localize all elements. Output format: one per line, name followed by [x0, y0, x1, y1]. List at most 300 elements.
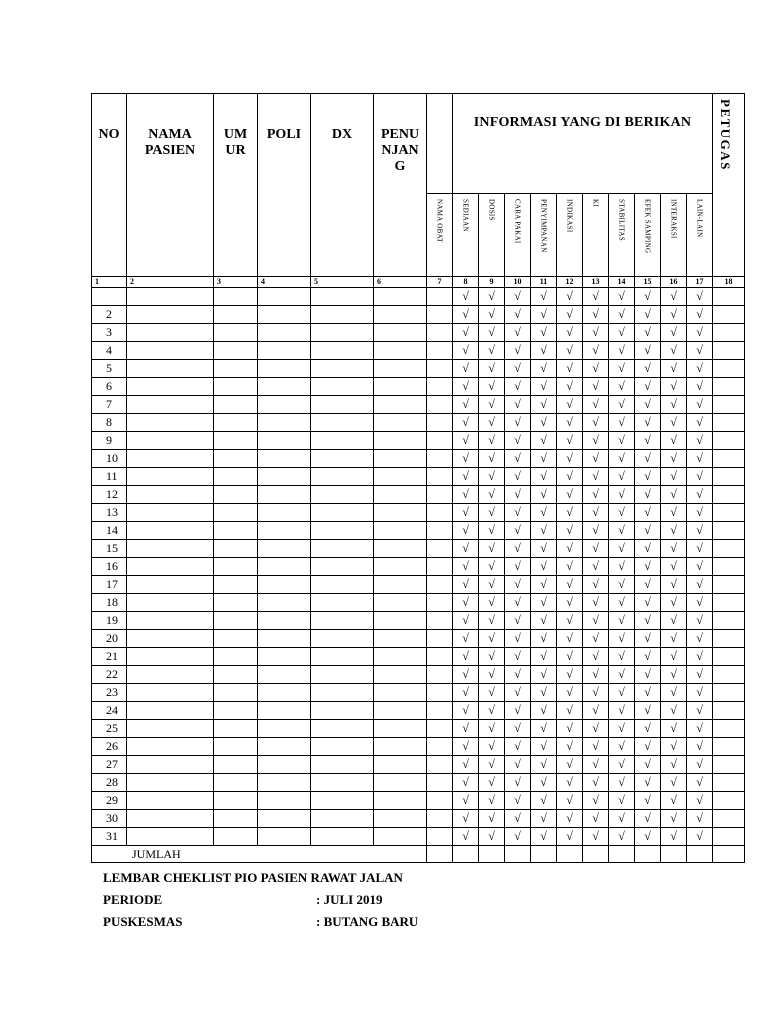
check-cell: √: [583, 414, 609, 432]
table-cell: [258, 666, 311, 684]
check-cell: √: [635, 558, 661, 576]
table-cell: [258, 306, 311, 324]
column-number: 14: [609, 277, 635, 288]
table-cell: [713, 486, 745, 504]
check-cell: √: [531, 414, 557, 432]
column-number: 8: [453, 277, 479, 288]
check-cell: √: [635, 738, 661, 756]
table-cell: [713, 450, 745, 468]
table-cell: [374, 648, 427, 666]
subheader-cell: [453, 194, 479, 277]
table-cell: [311, 360, 374, 378]
table-row: [92, 468, 745, 486]
table-cell: [374, 738, 427, 756]
table-cell: [713, 306, 745, 324]
table-cell: [258, 342, 311, 360]
check-cell: √: [583, 468, 609, 486]
table-cell: [374, 756, 427, 774]
check-cell: √: [479, 792, 505, 810]
check-cell: √: [479, 486, 505, 504]
check-cell: √: [583, 576, 609, 594]
checklist-table: [91, 93, 745, 863]
table-cell: [374, 342, 427, 360]
check-cell: √: [557, 648, 583, 666]
check-cell: √: [687, 702, 713, 720]
check-cell: √: [609, 450, 635, 468]
table-cell: [374, 612, 427, 630]
check-cell: √: [687, 558, 713, 576]
table-cell: [127, 486, 214, 504]
check-cell: √: [505, 594, 531, 612]
table-cell: [427, 432, 453, 450]
column-number: 9: [479, 277, 505, 288]
table-cell: [258, 774, 311, 792]
table-cell: [713, 666, 745, 684]
check-cell: √: [531, 432, 557, 450]
header-no: NO: [92, 94, 127, 277]
table-cell: [374, 414, 427, 432]
check-cell: √: [661, 378, 687, 396]
check-cell: √: [661, 792, 687, 810]
column-number: 17: [687, 277, 713, 288]
table-cell: [713, 756, 745, 774]
column-number: 10: [505, 277, 531, 288]
subheader-cell: [427, 194, 453, 277]
column-number: 6: [374, 277, 427, 288]
table-cell: [713, 720, 745, 738]
check-cell: √: [531, 396, 557, 414]
check-cell: √: [453, 630, 479, 648]
header-poli: POLI: [258, 94, 311, 277]
check-cell: √: [479, 504, 505, 522]
table-cell: [713, 630, 745, 648]
row-number: 8: [92, 414, 127, 432]
table-cell: [311, 774, 374, 792]
row-number: 3: [92, 324, 127, 342]
table-cell: [258, 702, 311, 720]
subheader-cell: [661, 194, 687, 277]
subheader-cell: [505, 194, 531, 277]
check-cell: √: [453, 396, 479, 414]
table-cell: [127, 306, 214, 324]
check-cell: √: [687, 792, 713, 810]
table-cell: [311, 342, 374, 360]
check-cell: √: [479, 522, 505, 540]
table-cell: [713, 324, 745, 342]
check-cell: √: [557, 414, 583, 432]
check-cell: √: [505, 324, 531, 342]
table-cell: [311, 630, 374, 648]
check-cell: √: [609, 792, 635, 810]
table-row: [92, 666, 745, 684]
header-nama-pasien: NAMA PASIEN: [127, 94, 214, 277]
check-cell: √: [609, 540, 635, 558]
table-cell: [311, 720, 374, 738]
subheader-cell: [609, 194, 635, 277]
table-cell: [427, 378, 453, 396]
table-cell: [713, 828, 745, 846]
check-cell: √: [531, 666, 557, 684]
table-cell: [214, 378, 258, 396]
row-number: 15: [92, 540, 127, 558]
table-cell: [311, 396, 374, 414]
check-cell: √: [661, 810, 687, 828]
table-cell: [214, 702, 258, 720]
check-cell: √: [557, 396, 583, 414]
check-cell: √: [609, 594, 635, 612]
table-cell: [214, 648, 258, 666]
table-cell: [427, 612, 453, 630]
table-row: [92, 522, 745, 540]
table-row: [92, 504, 745, 522]
table-cell: [713, 738, 745, 756]
table-cell: [427, 630, 453, 648]
column-number: 18: [713, 277, 745, 288]
check-cell: √: [531, 756, 557, 774]
table-cell: [427, 594, 453, 612]
check-cell: √: [453, 756, 479, 774]
check-cell: √: [635, 828, 661, 846]
table-cell: [427, 684, 453, 702]
check-cell: √: [479, 468, 505, 486]
jumlah-cell: [427, 846, 453, 863]
check-cell: √: [531, 684, 557, 702]
table-cell: [127, 540, 214, 558]
check-cell: √: [661, 360, 687, 378]
table-cell: [127, 288, 214, 306]
check-cell: √: [609, 558, 635, 576]
table-cell: [127, 504, 214, 522]
check-cell: √: [635, 324, 661, 342]
table-cell: [311, 486, 374, 504]
table-row: [92, 360, 745, 378]
subheader-cell: [687, 194, 713, 277]
table-cell: [374, 324, 427, 342]
table-row: [92, 648, 745, 666]
table-cell: [127, 720, 214, 738]
check-cell: √: [583, 342, 609, 360]
check-cell: √: [635, 504, 661, 522]
sheet-title: LEMBAR CHEKLIST PIO PASIEN RAWAT JALAN: [103, 870, 403, 885]
table-cell: [214, 576, 258, 594]
table-cell: [127, 684, 214, 702]
table-cell: [127, 396, 214, 414]
check-cell: √: [557, 342, 583, 360]
check-cell: √: [609, 612, 635, 630]
check-cell: √: [479, 378, 505, 396]
table-cell: [311, 792, 374, 810]
table-cell: [713, 540, 745, 558]
table-cell: [214, 594, 258, 612]
table-cell: [374, 774, 427, 792]
table-row: [92, 576, 745, 594]
check-cell: √: [505, 540, 531, 558]
check-cell: √: [453, 558, 479, 576]
row-number: 31: [92, 828, 127, 846]
check-cell: √: [453, 288, 479, 306]
check-cell: √: [661, 324, 687, 342]
check-cell: √: [609, 774, 635, 792]
row-number: 18: [92, 594, 127, 612]
row-number: 23: [92, 684, 127, 702]
check-cell: √: [557, 630, 583, 648]
check-cell: √: [609, 324, 635, 342]
table-cell: [311, 504, 374, 522]
table-row: [92, 756, 745, 774]
table-row: [92, 306, 745, 324]
table-cell: [311, 306, 374, 324]
check-cell: √: [687, 576, 713, 594]
check-cell: √: [687, 738, 713, 756]
check-cell: √: [661, 648, 687, 666]
subheader-label: INDIKASI: [565, 199, 574, 233]
table-cell: [258, 558, 311, 576]
table-cell: [214, 684, 258, 702]
table-cell: [374, 828, 427, 846]
table-cell: [127, 594, 214, 612]
table-cell: [258, 648, 311, 666]
table-cell: [214, 810, 258, 828]
table-cell: [127, 522, 214, 540]
check-cell: √: [687, 432, 713, 450]
table-cell: [427, 450, 453, 468]
check-cell: √: [583, 522, 609, 540]
jumlah-cell: [557, 846, 583, 863]
table-cell: [214, 828, 258, 846]
table-cell: [713, 792, 745, 810]
table-cell: [713, 522, 745, 540]
row-number: 22: [92, 666, 127, 684]
check-cell: √: [661, 684, 687, 702]
check-cell: √: [687, 360, 713, 378]
table-cell: [427, 774, 453, 792]
check-cell: √: [505, 414, 531, 432]
jumlah-row: [92, 846, 745, 863]
table-cell: [427, 666, 453, 684]
check-cell: √: [479, 342, 505, 360]
table-cell: [258, 738, 311, 756]
table-cell: [214, 756, 258, 774]
check-cell: √: [687, 414, 713, 432]
check-cell: √: [609, 666, 635, 684]
row-number: 26: [92, 738, 127, 756]
check-cell: √: [479, 810, 505, 828]
table-cell: [311, 756, 374, 774]
check-cell: √: [635, 450, 661, 468]
table-cell: [127, 738, 214, 756]
jumlah-cell: [687, 846, 713, 863]
table-cell: [214, 306, 258, 324]
check-cell: √: [583, 702, 609, 720]
table-cell: [713, 504, 745, 522]
table-cell: [713, 810, 745, 828]
column-number: 4: [258, 277, 311, 288]
table-cell: [713, 288, 745, 306]
check-cell: √: [557, 468, 583, 486]
check-cell: √: [687, 594, 713, 612]
table-cell: [427, 702, 453, 720]
check-cell: √: [505, 576, 531, 594]
check-cell: √: [687, 774, 713, 792]
check-cell: √: [635, 648, 661, 666]
check-cell: √: [479, 666, 505, 684]
check-cell: √: [479, 558, 505, 576]
table-cell: [127, 702, 214, 720]
check-cell: √: [583, 288, 609, 306]
check-cell: √: [583, 378, 609, 396]
check-cell: √: [635, 486, 661, 504]
check-cell: √: [661, 288, 687, 306]
row-number: 7: [92, 396, 127, 414]
check-cell: √: [557, 774, 583, 792]
table-cell: [713, 612, 745, 630]
check-cell: √: [661, 414, 687, 432]
table-row: [92, 450, 745, 468]
table-cell: [258, 522, 311, 540]
check-cell: √: [453, 324, 479, 342]
check-cell: √: [505, 720, 531, 738]
table-cell: [258, 432, 311, 450]
check-cell: √: [609, 810, 635, 828]
table-row: [92, 612, 745, 630]
table-cell: [127, 576, 214, 594]
check-cell: √: [661, 342, 687, 360]
check-cell: √: [531, 702, 557, 720]
check-cell: √: [479, 360, 505, 378]
table-cell: [311, 612, 374, 630]
table-row: [92, 594, 745, 612]
header-umur: UM UR: [214, 94, 258, 277]
check-cell: √: [583, 306, 609, 324]
check-cell: √: [505, 738, 531, 756]
check-cell: √: [453, 576, 479, 594]
check-cell: √: [505, 666, 531, 684]
table-cell: [713, 432, 745, 450]
table-cell: [127, 792, 214, 810]
table-cell: [374, 792, 427, 810]
check-cell: √: [635, 306, 661, 324]
subheader-cell: [635, 194, 661, 277]
check-cell: √: [453, 612, 479, 630]
row-number: 30: [92, 810, 127, 828]
check-cell: √: [609, 486, 635, 504]
check-cell: √: [453, 774, 479, 792]
table-cell: [311, 288, 374, 306]
table-cell: [214, 720, 258, 738]
puskesmas-value: : BUTANG BARU: [316, 914, 419, 929]
check-cell: √: [661, 828, 687, 846]
check-cell: √: [583, 828, 609, 846]
check-cell: √: [557, 666, 583, 684]
check-cell: √: [505, 756, 531, 774]
table-cell: [214, 774, 258, 792]
check-cell: √: [531, 828, 557, 846]
check-cell: √: [505, 432, 531, 450]
check-cell: √: [453, 792, 479, 810]
table-cell: [374, 630, 427, 648]
table-cell: [427, 522, 453, 540]
check-cell: √: [635, 360, 661, 378]
table-cell: [214, 468, 258, 486]
check-cell: √: [453, 378, 479, 396]
table-cell: [374, 360, 427, 378]
check-cell: √: [609, 378, 635, 396]
row-number: 19: [92, 612, 127, 630]
row-number: [92, 288, 127, 306]
check-cell: √: [609, 630, 635, 648]
subheader-label: SEDIAAN: [461, 199, 470, 232]
check-cell: √: [505, 360, 531, 378]
jumlah-label: JUMLAH: [92, 846, 427, 863]
check-cell: √: [557, 378, 583, 396]
check-cell: √: [479, 450, 505, 468]
check-cell: √: [609, 576, 635, 594]
table-cell: [374, 486, 427, 504]
check-cell: √: [661, 666, 687, 684]
check-cell: √: [583, 810, 609, 828]
check-cell: √: [557, 594, 583, 612]
table-cell: [427, 648, 453, 666]
subheader-label: DOSIS: [487, 199, 496, 221]
check-cell: √: [583, 630, 609, 648]
check-cell: √: [661, 486, 687, 504]
check-cell: √: [583, 324, 609, 342]
check-cell: √: [505, 684, 531, 702]
table-cell: [713, 378, 745, 396]
check-cell: √: [687, 522, 713, 540]
check-cell: √: [609, 522, 635, 540]
column-number: 13: [583, 277, 609, 288]
check-cell: √: [505, 630, 531, 648]
table-cell: [258, 396, 311, 414]
table-cell: [127, 756, 214, 774]
table-row: [92, 774, 745, 792]
table-cell: [713, 702, 745, 720]
table-cell: [258, 450, 311, 468]
jumlah-cell: [583, 846, 609, 863]
periode-label: PERIODE: [103, 892, 163, 907]
table-cell: [258, 612, 311, 630]
table-cell: [311, 468, 374, 486]
check-cell: √: [453, 306, 479, 324]
check-cell: √: [479, 306, 505, 324]
table-cell: [258, 288, 311, 306]
table-cell: [427, 792, 453, 810]
check-cell: √: [557, 558, 583, 576]
check-cell: √: [531, 540, 557, 558]
check-cell: √: [453, 540, 479, 558]
check-cell: √: [479, 540, 505, 558]
check-cell: √: [609, 396, 635, 414]
table-cell: [374, 558, 427, 576]
table-row: [92, 324, 745, 342]
check-cell: √: [505, 306, 531, 324]
table-cell: [311, 414, 374, 432]
jumlah-cell: [531, 846, 557, 863]
row-number: 14: [92, 522, 127, 540]
check-cell: √: [505, 558, 531, 576]
check-cell: √: [661, 468, 687, 486]
check-cell: √: [661, 720, 687, 738]
check-cell: √: [583, 666, 609, 684]
row-number: 12: [92, 486, 127, 504]
check-cell: √: [635, 378, 661, 396]
check-cell: √: [557, 450, 583, 468]
table-cell: [713, 648, 745, 666]
table-cell: [214, 288, 258, 306]
check-cell: √: [635, 288, 661, 306]
check-cell: √: [661, 540, 687, 558]
